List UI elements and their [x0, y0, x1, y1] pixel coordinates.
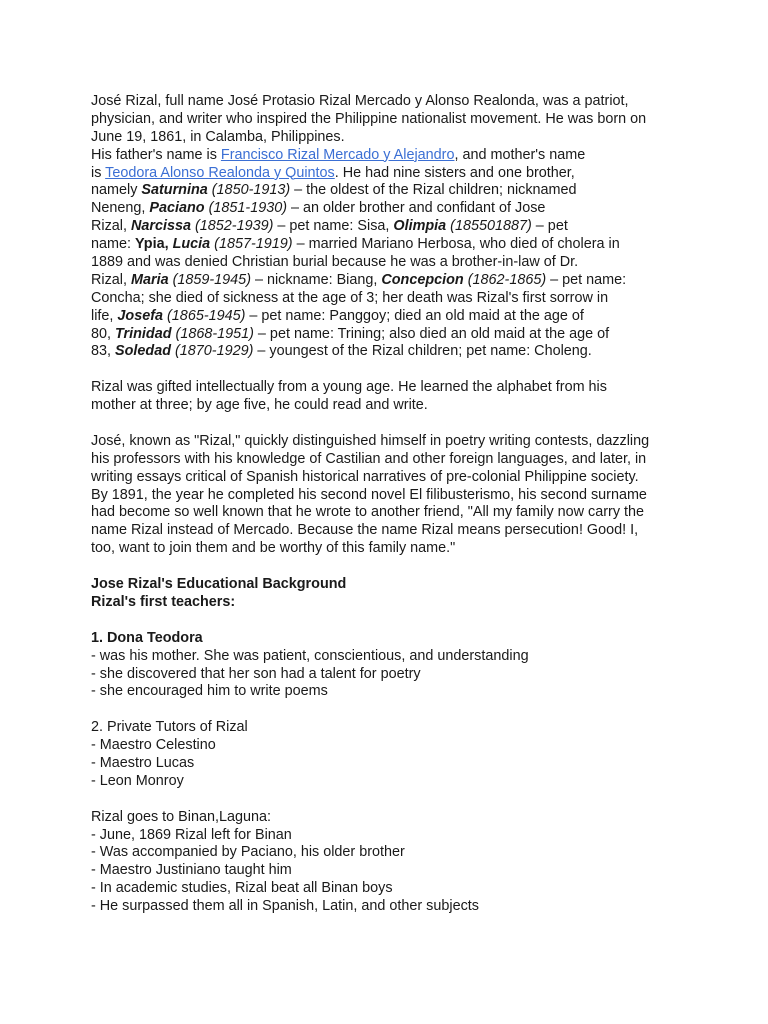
text-line [91, 236, 691, 254]
text-line [91, 308, 691, 326]
text-line: too, want to join them and be worthy of this family name." [91, 540, 456, 557]
sibling-years: (185501887) [446, 218, 532, 235]
father-link[interactable]: Francisco Rizal Mercado y Alejandro [220, 146, 455, 163]
text-line: June 19, 1861, in Calamba, Philippines. [91, 128, 345, 145]
section-subheading: Rizal's first teachers: [91, 593, 236, 610]
text-line [91, 272, 691, 290]
section-heading: Jose Rizal's Educational Background [91, 576, 347, 593]
sibling-name: Olimpia [393, 218, 447, 235]
text-span: namely [91, 182, 142, 199]
text-line [91, 147, 691, 165]
text-span: – the oldest of the Rizal children; nicknamed [290, 182, 577, 199]
sibling-years: (1851-1930) [204, 200, 288, 217]
text-line: physician, and writer who inspired the Philippine nationalist movement. He was born on [91, 110, 647, 127]
paragraph-gap [91, 558, 691, 576]
sibling-name: Ypia, [135, 236, 173, 253]
list-item: - she encouraged him to write poems [91, 683, 328, 700]
known-paragraph [91, 433, 691, 558]
binan-title: Rizal goes to Binan,Laguna: [91, 808, 272, 825]
text-span: – pet [531, 218, 568, 235]
text-line [91, 326, 691, 344]
list-item: - In academic studies, Rizal beat all Binan boys [91, 880, 393, 897]
list-item: - Maestro Celestino [91, 737, 216, 754]
text-span: Rizal, [91, 271, 131, 288]
text-span: – pet name: Trining; also died an old maid at the age of [253, 325, 610, 342]
list-item: - June, 1869 Rizal left for Binan [91, 826, 292, 843]
text-line: José Rizal, full name José Protasio Rizal Mercado y Alonso Realonda, was a patriot, [91, 93, 629, 109]
list-item: - was his mother. She was patient, conscientious, and understanding [91, 647, 529, 664]
sibling-name: Trinidad [115, 325, 172, 342]
text-line: Concha; she died of sickness at the age of 3; her death was Rizal's first sorrow in [91, 289, 609, 306]
sibling-years: (1870-1929) [171, 343, 254, 360]
text-span: is [91, 164, 106, 181]
text-line: had become so well known that he wrote to another friend, "All my family now carry the [91, 504, 645, 521]
text-span: , and mother's name [454, 146, 586, 163]
text-span: – pet name: Sisa, [273, 218, 394, 235]
text-line [91, 218, 691, 236]
text-span: – pet name: [546, 271, 627, 288]
sibling-years: (1852-1939) [191, 218, 274, 235]
text-span: life, [91, 307, 118, 324]
sibling-name: Lucia [172, 236, 211, 253]
paragraph-gap [91, 612, 691, 630]
list-item: - He surpassed them all in Spanish, Latin, and other subjects [91, 898, 479, 915]
gifted-paragraph [91, 379, 691, 415]
education-section [91, 576, 691, 916]
text-line [91, 343, 691, 361]
father-label: His father's name is [91, 146, 221, 163]
text-line: Rizal was gifted intellectually from a young age. He learned the alphabet from his [91, 379, 607, 396]
sibling-name: Saturnina [141, 182, 208, 199]
sibling-name: Maria [130, 271, 169, 288]
text-span: – an older brother and confidant of Jose [287, 200, 546, 217]
sibling-years: (1868-1951) [171, 325, 254, 342]
list-item: - Was accompanied by Paciano, his older brother [91, 844, 405, 861]
text-line: José, known as "Rizal," quickly distinguished himself in poetry writing contests, dazzling [91, 432, 650, 449]
text-span: 83, [91, 343, 116, 360]
list-item: - she discovered that her son had a talent for poetry [91, 665, 421, 682]
text-span: . He had nine sisters and one brother, [334, 164, 575, 181]
mother-link[interactable]: Teodora Alonso Realonda y Quintos [105, 164, 335, 181]
text-span: Rizal, [91, 218, 131, 235]
text-line: writing essays critical of Spanish historical narratives of pre-colonial Philippine society. [91, 468, 639, 485]
sibling-years: (1865-1945) [163, 307, 246, 324]
sibling-years: (1850-1913) [207, 182, 291, 199]
paragraph-gap [91, 791, 691, 809]
text-line: name Rizal instead of Mercado. Because the name Rizal means persecution! Good! I, [91, 522, 639, 539]
list-item: - Maestro Justiniano taught him [91, 862, 292, 879]
list-item: - Maestro Lucas [91, 754, 195, 771]
sibling-years: (1857-1919) [210, 236, 293, 253]
family-paragraph [91, 147, 691, 362]
text-span: 80, [91, 325, 116, 342]
sibling-name: Narcissa [130, 218, 191, 235]
text-span: – pet name: Panggoy; died an old maid at the age of [245, 307, 584, 324]
paragraph-gap [91, 701, 691, 719]
text-line [91, 200, 691, 218]
text-line [91, 182, 691, 200]
text-line: By 1891, the year he completed his second novel El filibusterismo, his second surname [91, 486, 647, 503]
sibling-years: (1862-1865) [463, 271, 547, 288]
intro-paragraph [91, 93, 691, 147]
document-body [91, 93, 691, 916]
text-line: mother at three; by age five, he could read and write. [91, 397, 428, 414]
list-item: - Leon Monroy [91, 772, 184, 789]
teacher-title: 2. Private Tutors of Rizal [91, 719, 248, 736]
sibling-name: Paciano [149, 200, 205, 217]
paragraph-gap [91, 361, 691, 379]
text-line [91, 165, 691, 183]
sibling-name: Concepcion [381, 271, 464, 288]
paragraph-gap [91, 415, 691, 433]
text-line: his professors with his knowledge of Castilian and other foreign languages, and later, in [91, 450, 647, 467]
text-span: – married Mariano Herbosa, who died of cholera in [292, 236, 620, 253]
text-span: Neneng, [91, 200, 150, 217]
teacher-title: 1. Dona Teodora [91, 629, 203, 646]
text-span: – nickname: Biang, [250, 271, 382, 288]
sibling-name: Soledad [115, 343, 171, 360]
text-span: – youngest of the Rizal children; pet name: Choleng. [253, 343, 592, 360]
text-line: 1889 and was denied Christian burial because he was a brother-in-law of Dr. [91, 254, 579, 271]
sibling-name: Josefa [117, 307, 164, 324]
sibling-years: (1859-1945) [168, 271, 251, 288]
text-span: name: [91, 236, 135, 253]
